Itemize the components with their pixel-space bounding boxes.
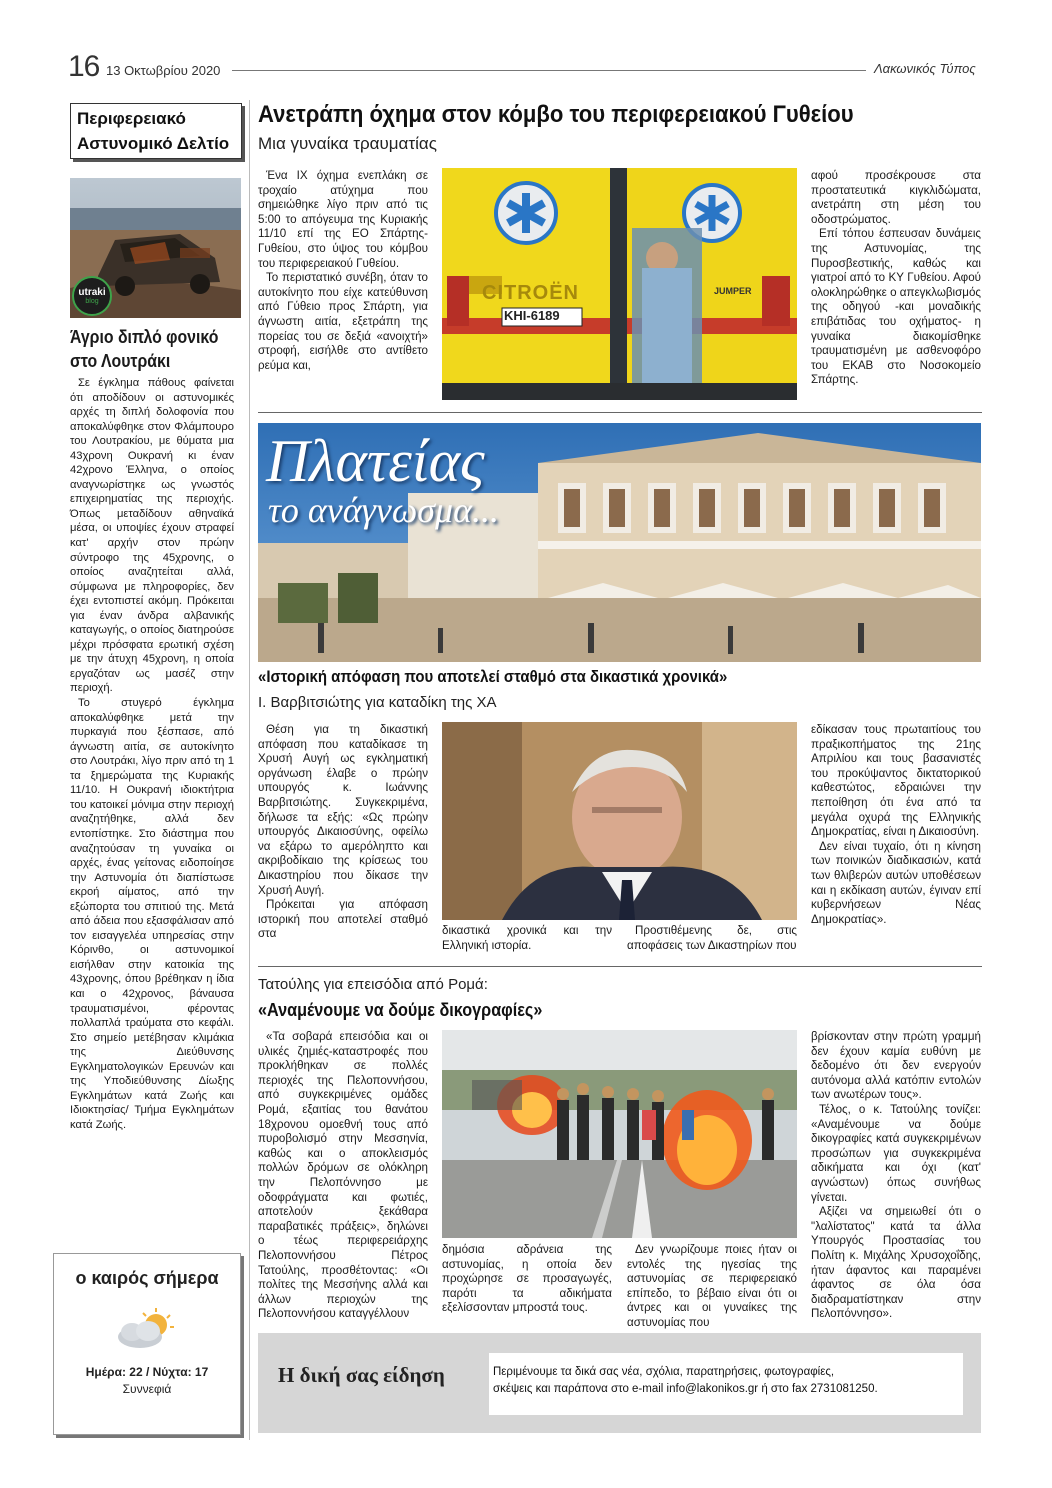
article3-col2-p2: Τέλος, ο κ. Τατούλης τονίζει: «Αναμένουμε να δούμε δικογραφίες κατά συγκεκριμένων προσώπων για συγκεκριμένα αδικήματα και όχι (κατ' αγνώστων) όπως συνήθως γίνεται. xyxy=(811,1102,981,1204)
burnt-car-photo xyxy=(70,178,241,318)
article3-col1-p1: «Τα σοβαρά επεισόδια και οι υλικές ζημιές-καταστροφές που προκλήθηκαν σε πολλές περιοχές της Πελοποννήσου, από συγκεκριμένες ομάδες Ρομά, εξαιτίας του θανάτου 18χρονου ομοεθνή τους από πυροβολισμό στην Μεσσηνία, καθώς και ο αποκλεισμός πολλών δρόμων σε ολόκληρη την Πελοπόννησο με οδοφράγματα και φωτιές, αποτελούν ξεκάθαρα παραβατικές πράξεις», δηλώνει ο τέως περιφερειάρχης Πελοποννήσου Πέτρος Τατούλης, προσθέτοντας: «Οι πολίτες της Μεσσήνης αλλά και άλλων περιοχών της Πελοποννήσου καταγγέλλουν xyxy=(258,1030,428,1321)
issue-date: 13 Οκτωβρίου 2020 xyxy=(106,63,221,78)
ambulance-plate: ΚΗΙ-6189 xyxy=(504,308,560,323)
header-rule xyxy=(232,70,866,71)
article1-col2-p2: Επί τόπου έσπευσαν δυνάμεις της Αστυνομίας, της Πυροσβεστικής, καθώς και γιατροί από το ΚΥ Γυθείου. Αφού ολοκληρώθηκε ο απεγκλωβισμός της οδηγού -και μοναδικής επιβάτιδας του οχήματος- η γυναίκα διακομίσθηκε τραυματισμένη με ασθενοφόρο του ΕΚΑΒ στο Νοσοκομείο Σπάρτης. xyxy=(811,227,981,387)
ambulance-model: JUMPER xyxy=(714,286,752,296)
article3-col2-p3: Αξίζει να σημειωθεί ότι ο "λαλίστατος" κατά τα άλλα Υπουργός Προστασίας του Πολίτη κ. Μιχάλης Χρυσοχοΐδης, ήταν άφαντος και παραμένει άφαντος σε όλα όσα διαδραματίστηκαν στην Πελοπόννησο». xyxy=(811,1205,981,1321)
article3-col2-p1: βρίσκονταν στην πρώτη γραμμή δεν έχουν καμία ευθύνη με δεδομένο ότι δεν ενεργούν αυτόνομα αλλά κατόπιν εντολών των ανωτέρων τους». xyxy=(811,1030,981,1102)
cloud-sun-icon xyxy=(112,1307,182,1351)
article2-bottom-rule xyxy=(258,966,982,967)
article1-bottom-rule xyxy=(258,412,982,413)
article2-subhead: Ι. Βαρβιτσιώτης για καταδίκη της ΧΑ xyxy=(258,694,497,711)
article1-col1-p1: Ένα ΙΧ όχημα ενεπλάκη σε τροχαίο ατύχημα που σημειώθηκε λίγο πριν από τις 5:00 το απόγευμα της Κυριακής 11/10 επί της ΕΟ Σπάρτης-Γυθείου, στο ύψος του κόμβου του περιφερειακού Γυθείου. xyxy=(258,169,428,270)
article1-col2-p1: αφού προσέκρουσε στα προστατευτικά κιγκλιδώματα, ανετράπη στη μέση του οδοστρώματος. xyxy=(811,169,981,226)
plateias-banner xyxy=(258,423,981,662)
ambulance-brand: CITROËN xyxy=(482,282,579,304)
article3-headline: «Αναμένουμε να δούμε δικογραφίες» xyxy=(258,1000,543,1020)
article1-col1 xyxy=(258,169,428,373)
sidebar-paragraph-2: Το στυγερό έγκλημα αποκαλύφθηκε μετά την πυρκαγιά που ξέσπασε, από άγνωστη αιτία, σε αυτοκίνητο στο Λουτράκι, λίγο πριν από τη 1 τα ξημερώματα της Κυριακής 11/10. Η Ουκρανή ιδιοκτήτρια του κατοικεί μόνιμα στην περιοχή αναζητήθηκε, αλλά δεν εντοπίστηκε. Στο διάστημα που αναζητούσαν τη γυναίκα οι αρχές, ένας γείτονας ειδοποίησε την Αστυνομία ότι διαπίστωσε εκροή αίματος, από την εξώπορτα του σπιτιού της. Μετά από άδεια που εξασφάλισαν από τον εισαγγελέα υπηρεσίας στην Κόρινθο, οι αστυνομικοί εισήλθαν στην κατοικία της 43χρονης, όπου βρέθηκαν η ίδια και ο 42χρονος, βάναυσα τραυματισμένοι, φέροντας πολλαπλά τραύματα στο κεφάλι. Στο σημείο μετέβησαν κλιμάκια της Διεύθυνσης Εγκληματολογικών Ερευνών και της Υποδιεύθυνσης Δίωξης Εγκλημάτων κατά Ζωής και Ιδιοκτησίας/ Τμήμα Εγκλημάτων κατά Ζωής. xyxy=(70,697,234,1131)
blog-logo xyxy=(72,276,112,316)
section-title-line2: Αστυνομικό Δελτίο xyxy=(77,134,230,153)
article2-col2-p2: Δεν είναι τυχαίο, ότι η κίνηση των ποινικών διαδικασιών, κατά των θλιβερών αυτών υποθέσεων και η εκδίκαση αυτών, έγιναν επί κυβερνήσεων Νέας Δημοκρατίας». xyxy=(811,839,981,926)
weather-box xyxy=(53,1253,241,1435)
article2-col2 xyxy=(811,723,981,927)
news-submission-title: Η δική σας είδηση xyxy=(278,1363,445,1387)
article3-col2 xyxy=(811,1030,981,1322)
varvitsiotis-photo xyxy=(442,722,797,920)
article1-headline: Ανετράπη όχημα στον κόμβο του περιφερειακού Γυθείου xyxy=(258,101,854,128)
article2-col1 xyxy=(258,723,428,942)
weather-title: ο καιρός σήμερα xyxy=(75,1268,219,1288)
page-number: 16 xyxy=(68,50,100,83)
section-title-box xyxy=(70,103,242,159)
article2-under-photo-left: δικαστικά χρονικά και την Ελληνική ιστορία. xyxy=(442,924,612,952)
article2-col2-p1: εδίκασαν τους πρωταιτίους του πραξικοπήματος της 21ης Απριλίου και τους βασανιστές του προκύψαντος δικτατορικού καθεστώτος, εδραιώνει την πεποίθηση ότι ένα από τα μεγάλα οχυρά της Ελληνικής Δημοκρατίας, είναι η Δικαιοσύνη. xyxy=(811,723,981,839)
article3-kicker: Τατούλης για επεισόδια από Ρομά: xyxy=(258,976,488,993)
sidebar-divider xyxy=(249,100,250,1440)
sidebar-body xyxy=(70,376,234,1132)
blog-logo-sub: blog xyxy=(85,298,99,305)
sidebar-headline-line1: Άγριο διπλό φονικό xyxy=(70,327,219,347)
news-submission-panel xyxy=(489,1353,963,1415)
ambulance-photo xyxy=(442,168,797,400)
article2-headline: «Ιστορική απόφαση που αποτελεί σταθμό στα δικαστικά χρονικά» xyxy=(258,667,728,686)
news-submission-line2: σκέψεις και παράπονα στο e-mail info@lakonikos.gr ή στο fax 2731081250. xyxy=(493,1383,878,1395)
newspaper-name: Λακωνικός Τύπος xyxy=(874,61,976,76)
news-submission-line1: Περιμένουμε τα δικά σας νέα, σχόλια, παρατηρήσεις, φωτογραφίες, xyxy=(493,1366,835,1378)
article3-col1 xyxy=(258,1030,428,1322)
blog-logo-text: utraki xyxy=(78,287,106,298)
article3-under-photo-right: Δεν γνωρίζουμε ποιες ήταν οι εντολές της ηγεσίας της αστυνομίας σε περιφερειακό επίπεδο, το βέβαιο είναι ότι οι άντρες και οι γυναίκες της αστυνομίας που xyxy=(627,1243,797,1329)
riot-photo xyxy=(442,1030,797,1238)
section-title-line1: Περιφερειακό xyxy=(77,109,186,128)
article2-col1-p1: Θέση για τη δικαστική απόφαση που καταδίκασε τη Χρυσή Αυγή ως εγκληματική οργάνωση έλαβε ο πρώην υπουργός κ. Ιωάννης Βαρβιτσιώτης. Συγκεκριμένα, δήλωσε τα εξής: «Ως πρώην υπουργός Δικαιοσύνης, οφείλω να εξάρω το αμερόληπτο και ακριβοδίκαιο της κρίσεως του Δικαστηρίου που δίκασε την Χρυσή Αυγή. xyxy=(258,723,428,897)
article1-col1-p2: Το περιστατικό συνέβη, όταν το αυτοκίνητο που είχε κατεύθυνση από Γύθειο προς Σπάρτη, για άγνωστη αιτία, εξετράπη της πορείας του σε δεξιά «ανοιχτή» στροφή, εισήλθε στο αντίθετο ρεύμα και, xyxy=(258,271,428,372)
weather-temps: Ημέρα: 22 / Νύχτα: 17 xyxy=(85,1365,209,1379)
article3-under-photo-left: δημόσια αδράνεια της αστυνομίας, η οποία δεν προχώρησε σε προσαγωγές, παρότι τα αδικήματα εξελίσσονταν μπροστά τους. xyxy=(442,1243,612,1315)
sidebar-paragraph-1: Σε έγκλημα πάθους φαίνεται ότι αποδίδουν οι αστυνομικές αρχές τη διπλή δολοφονία που αποκαλύφθηκε στον Φλάμπουρο του Λουτρακίου, με θύματα μια 43χρονη Ουκρανή κι έναν 42χρονο Έλληνα, ο οποίος αναγνωρίστηκε ως γνωστός επιχειρηματίας της περιοχής. Όπως μεταδίδουν αθηναϊκά μέσα, οι υποψίες έχουν στραφεί κατ' αρχήν στον πρώην σύντροφο της 45χρονης, ο οποίος αναζητείται αλλά, σύμφωνα με πληροφορίες, δεν έχει εντοπιστεί ακόμη. Πρόκειται για έναν άνδρα αλβανικής καταγωγής, ο οποίος διατηρούσε μέχρι πρόσφατα ερωτική σχέση με την άτυχη 45χρονη, η οποία εργαζόταν ως μασέζ στην περιοχή. xyxy=(70,377,234,695)
news-submission-box xyxy=(258,1333,981,1433)
sidebar-headline-line2: στο Λουτράκι xyxy=(70,351,171,371)
article1-subhead: Μια γυναίκα τραυματίας xyxy=(258,134,437,153)
article2-under-photo-right: Προστιθέμενης δε, στις αποφάσεις των Δικαστηρίων που xyxy=(627,924,797,952)
article2-col1-p2: Πρόκειται για απόφαση ιστορική που αποτελεί σταθμό στα xyxy=(258,898,428,941)
banner-title-line1: Πλατείας xyxy=(266,428,485,494)
banner-title-line2: το ανάγνωσμα... xyxy=(268,490,499,530)
article1-col2 xyxy=(811,169,981,388)
sidebar-headline xyxy=(70,325,242,373)
weather-condition: Συννεφιά xyxy=(122,1382,172,1396)
